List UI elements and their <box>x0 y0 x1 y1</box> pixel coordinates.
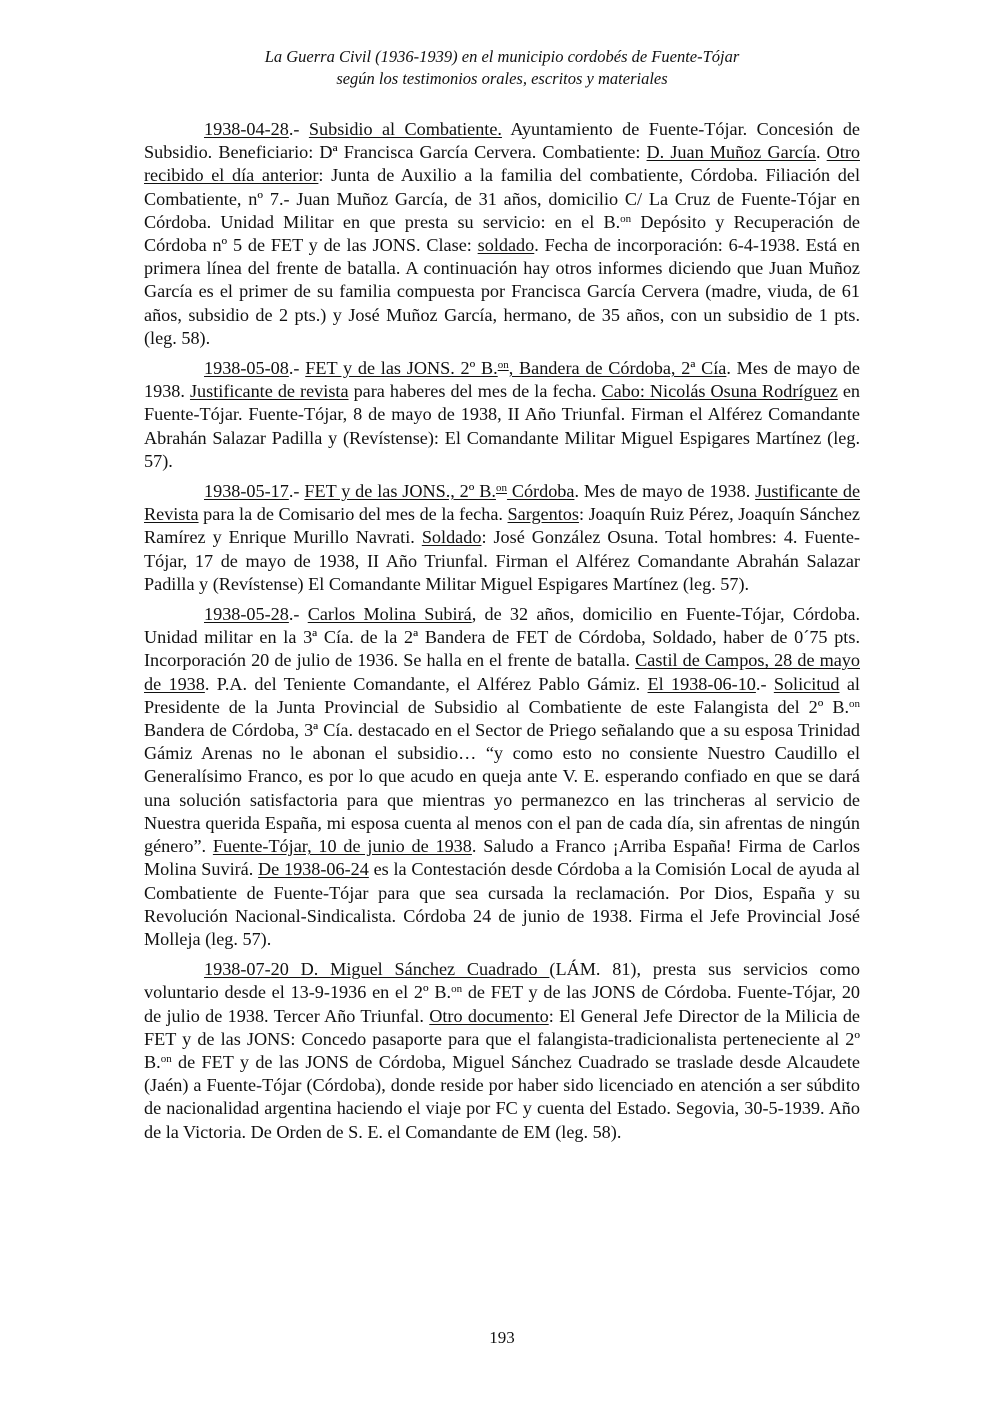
page-number: 193 <box>489 1328 515 1347</box>
text-run: . P.A. del Teniente Comandante, el Alférez Pablo Gámiz. <box>204 673 648 694</box>
text-run: . Mes de mayo de 1938. <box>574 481 756 502</box>
text-run: : Junta de Auxilio a la familia del combatiente, Córdoba. Filiación del Combatiente, nº 7.- Juan Muñoz García, de 31 años, domicilio C/ La Cruz de Fuente-Tójar en Córdoba. Unidad Militar en que presta su servicio: en el B. <box>144 165 860 232</box>
text-run: .- <box>288 358 306 379</box>
text-run: . Fecha de incorporación: 6-4-1938. Está en primera línea del frente de batalla. A continuación hay otros informes diciendo que Juan Muñoz García es el primer de su familia compuesta por Francisca García Cervera (madre, viuda, de 61 años, subsidio de 2 pts.) y José Muñoz García, hermano, de 35 años, con un subsidio de 1 pts. (leg. 58). <box>144 235 860 348</box>
underlined-text: Otro documento <box>429 1005 549 1026</box>
text-run: al Presidente de la Junta Provincial de Subsidio al Combatiente de este Falangista del 2º B. <box>144 673 860 717</box>
underlined-text: Carlos Molina Subirá <box>307 604 472 625</box>
superscript-text: on <box>495 482 507 495</box>
underlined-text: De 1938-06-24 <box>258 859 369 880</box>
text-run: , de 32 años, domicilio en Fuente-Tójar, Córdoba. Unidad militar en la 3ª Cía. de la 2ª Bandera de FET de Córdoba, Soldado, haber de 0´75 pts. Incorporación 20 de julio de 1936. Se halla en el frente de batalla. <box>144 604 860 671</box>
entry-paragraph <box>144 480 860 596</box>
underlined-text: Cabo: Nicolás Osuna Rodríguez <box>601 381 838 402</box>
underlined-text: FET y de las JONS., 2º B. <box>304 481 496 502</box>
header-title-line-1: La Guerra Civil (1936-1939) en el municipio cordobés de Fuente-Tójar <box>264 47 740 66</box>
text-run: : José González Osuna. Total hombres: 4. Fuente-Tójar, 17 de mayo de 1938, II Año Triunfal. Firman el Alférez Comandante Abrahán Salazar Padilla y (Revístense) El Comandante Militar Miguel Espigares Martínez (leg. 57). <box>144 527 860 594</box>
superscript-text: on <box>620 212 632 225</box>
text-run: es la Contestación desde Córdoba a la Comisión Local de ayuda al Combatiente de Fuente-Tójar para que sea cursada la reclamación. Por Dios, España y su Revolución Nacional-Sindicalista. Córdoba 24 de junio de 1938. Firma el Jefe Provincial José Molleja (leg. 57). <box>144 859 861 949</box>
text-run: de FET y de las JONS de Córdoba, Miguel Sánchez Cuadrado se traslade desde Alcaudete (Jaén) a Fuente-Tójar (Córdoba), donde reside por haber sido licenciado en atención a ser súbdito de nacionalidad argentina haciendo el viaje por FC y cuenta del Estado. Segovia, 30-5-1939. Año de la Victoria. De Orden de S. E. el Comandante de EM (leg. 58). <box>144 1051 860 1142</box>
underlined-text: Solicitud <box>773 673 840 694</box>
underlined-text: soldado <box>477 235 535 256</box>
underlined-text: Castil de Campos, 28 de mayo de 1938 <box>144 650 860 694</box>
running-header <box>0 46 1004 90</box>
text-run: : El General Jefe Director de la Milicia de FET y de las JONS: Concedo pasaporte para que el falangista-tradicionalista perteneciente al 2º B. <box>144 1005 860 1072</box>
entry-paragraph <box>144 357 860 473</box>
underlined-text: FET y de las JONS. 2º B. <box>305 358 498 379</box>
underlined-text: Sargentos <box>507 504 579 525</box>
text-run: Ayuntamiento de Fuente-Tójar. Concesión de Subsidio. Beneficiario: Dª Francisca García Cervera. Combatiente: <box>144 119 860 163</box>
underlined-text: Justificante de revista <box>189 381 349 402</box>
text-run: Depósito y Recuperación de Córdoba nº 5 de FET y de las JONS. Clase: <box>144 211 860 256</box>
underlined-text: 1938-05-17 <box>204 481 289 502</box>
underlined-text: 1938-05-28 <box>204 604 289 625</box>
underlined-text: 1938-04-28 <box>204 119 289 139</box>
entry-paragraph <box>144 958 860 1144</box>
superscript-text: on <box>849 697 860 710</box>
text-run: : Joaquín Ruiz Pérez, Joaquín Sánchez Ramírez y Enrique Murillo Navrati. <box>144 504 860 548</box>
entry-paragraph <box>144 603 860 951</box>
text-run: . Saludo a Franco ¡Arriba España! Firma de Carlos Molina Suvirá. <box>144 836 861 880</box>
underlined-text: Justificante de Revista <box>144 481 861 525</box>
entry-paragraph <box>144 118 860 350</box>
text-run: .- <box>755 673 774 694</box>
text-run: .- <box>288 119 309 139</box>
underlined-text: Soldado <box>421 527 482 548</box>
text-run: para la de Comisario del mes de la fecha. <box>198 504 508 525</box>
text-run: . <box>815 142 827 163</box>
superscript-text: on <box>160 1052 172 1065</box>
text-run: en Fuente-Tójar. Fuente-Tójar, 8 de mayo de 1938, II Año Triunfal. Firman el Alférez Comandante Abrahán Salazar Padilla y (Revístense): El Comandante Militar Miguel Espigares Martínez (leg. 57). <box>144 381 861 471</box>
header-title-line-2: según los testimonios orales, escritos y materiales <box>336 69 668 88</box>
text-run: de FET y de las JONS de Córdoba. Fuente-Tójar, 20 de julio de 1938. Tercer Año Triunfal. <box>144 982 861 1026</box>
underlined-text: 1938-07-20 D. Miguel Sánchez Cuadrado <box>204 959 550 980</box>
underlined-text: El 1938-06-10 <box>647 673 756 694</box>
underlined-text: 1938-05-08 <box>204 358 289 379</box>
text-run: .- <box>288 604 308 625</box>
text-run: para haberes del mes de la fecha. <box>348 381 602 402</box>
text-run: (LÁM. 81), presta sus servicios como voluntario desde el 13-9-1936 en el 2º B. <box>144 959 860 1003</box>
underlined-text: Subsidio al Combatiente. <box>308 119 502 139</box>
superscript-text: on <box>497 359 509 372</box>
underlined-text: Fuente-Tójar, 10 de junio de 1938 <box>212 836 472 857</box>
document-body <box>144 118 860 1151</box>
superscript-text: on <box>451 983 463 996</box>
underlined-text: Córdoba <box>506 481 575 502</box>
underlined-text: , Bandera de Córdoba, 2ª Cía <box>508 358 727 379</box>
underlined-text: Otro recibido el día anterior <box>144 142 860 186</box>
text-run: .- <box>288 481 305 502</box>
underlined-text: D. Juan Muñoz García <box>646 142 816 163</box>
text-run: Bandera de Córdoba, 3ª Cía. destacado en el Sector de Priego señalando que a su esposa Trinidad Gámiz Arenas no le abonan el subsidio… “y como esto no consiente Nuestro Caudillo el Generalísimo Franco, es por lo que acudo en queja ante V. E. esperando confiado en que se dará una solución satisfactoria para que mientras yo permanezco en las trincheras al servicio de Nuestra querida España, mi esposa cuenta al menos con el pan de cada día, sin afrentas de ningún género”. <box>144 720 860 857</box>
text-run: . Mes de mayo de 1938. <box>144 358 861 402</box>
